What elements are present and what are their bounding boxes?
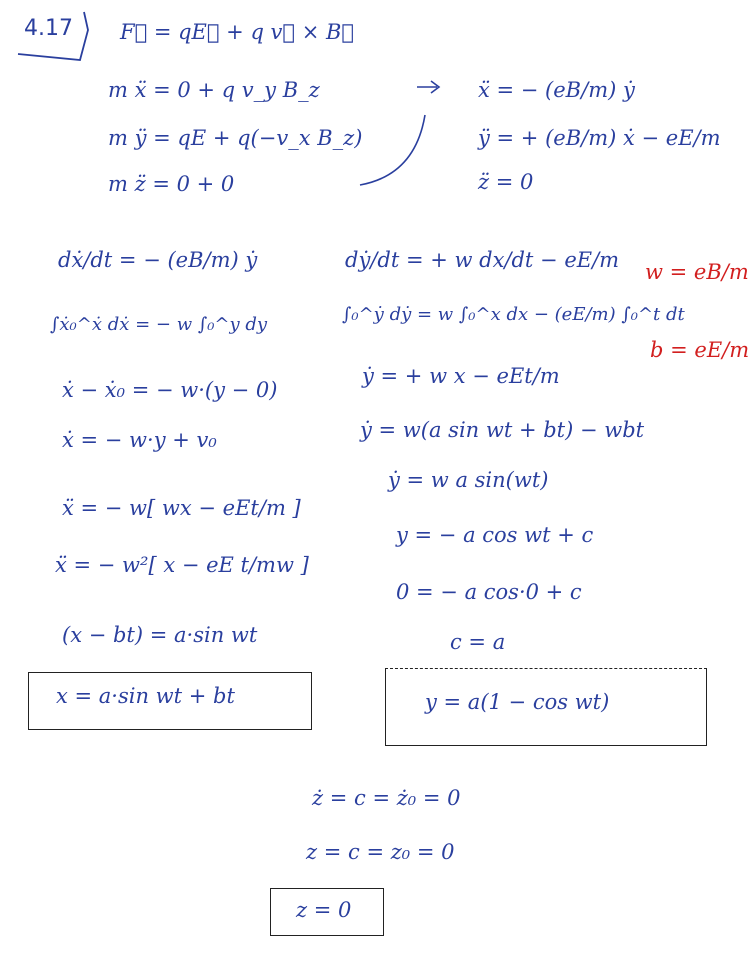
def-w: w = eB/m xyxy=(645,260,749,284)
eq-y2: 0 = − a cos·0 + c xyxy=(396,580,582,604)
eq-zdd: z̈ = 0 xyxy=(478,170,534,194)
def-b: b = eE/m xyxy=(650,338,750,362)
eq-mz: m z̈ = 0 + 0 xyxy=(108,172,235,196)
eq-ydot2: ẏ = w(a sin wt + bt) − wbt xyxy=(360,418,645,442)
eq-mx: m ẍ = 0 + q v_y B_z xyxy=(108,78,320,102)
eq-xdd3: ẍ = − w²[ x − eE t/mw ] xyxy=(55,553,309,577)
arrow-curve xyxy=(355,75,455,195)
problem-number: 4.17 xyxy=(24,16,73,41)
eq-dxdt: dẋ/dt = − (eB/m) ẏ xyxy=(58,248,258,272)
eq-dydt: dẏ/dt = + w dx/dt − eE/m xyxy=(345,248,620,272)
eq-zdot: ż = c = ż₀ = 0 xyxy=(312,786,461,810)
eq-x-sol-pre: (x − bt) = a·sin wt xyxy=(62,623,258,647)
eq-xdd: ẍ = − (eB/m) ẏ xyxy=(478,78,635,102)
eq-ydd: ÿ = + (eB/m) ẋ − eE/m xyxy=(478,126,721,150)
eq-xdot: ẋ = − w·y + v₀ xyxy=(62,428,217,452)
eq-z-sol: z = 0 xyxy=(296,898,352,922)
eq-my: m ÿ = qE + q(−v_x B_z) xyxy=(108,126,363,150)
eq-z1: z = c = z₀ = 0 xyxy=(306,840,455,864)
eq-ydot1: ẏ = + w x − eEt/m xyxy=(362,364,560,388)
eq-y1: y = − a cos wt + c xyxy=(396,523,594,547)
eq-int-dx: ∫ẋ₀^ẋ dẋ = − w ∫₀^y dy xyxy=(50,314,268,335)
eq-int-dy: ∫₀^ẏ dẏ = w ∫₀^x dx − (eE/m) ∫₀^t dt xyxy=(342,304,685,325)
eq-c: c = a xyxy=(450,630,506,654)
eq-xdd2: ẍ = − w[ wx − eEt/m ] xyxy=(62,496,301,520)
problem-number-bracket xyxy=(10,8,120,68)
eq-ydot3: ẏ = w a sin(wt) xyxy=(388,468,549,492)
eq-x-diff: ẋ − ẋ₀ = − w·(y − 0) xyxy=(62,378,278,402)
eq-y-sol: y = a(1 − cos wt) xyxy=(425,690,610,714)
eq-lorentz: F⃗ = qE⃗ + q v⃗ × B⃗ xyxy=(120,20,355,44)
eq-x-sol: x = a·sin wt + bt xyxy=(56,684,235,708)
